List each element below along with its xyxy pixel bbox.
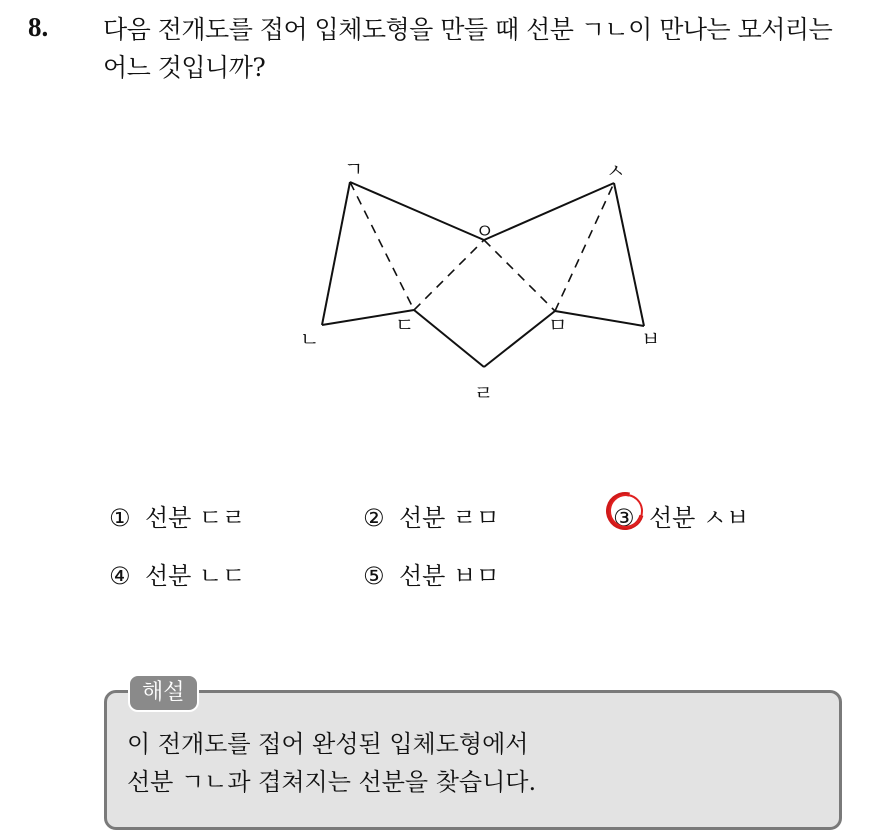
explanation-line-1: 이 전개도를 접어 완성된 입체도형에서	[127, 730, 529, 758]
fold-m-s	[555, 183, 614, 311]
fold-d-o	[414, 240, 484, 310]
edge-r-m	[484, 311, 555, 367]
choice-3-number: ③	[613, 504, 635, 532]
choice-2[interactable]	[363, 498, 499, 533]
edge-g-o	[350, 182, 484, 240]
choice-5[interactable]	[363, 556, 499, 591]
choice-4-number: ④	[109, 562, 131, 590]
choice-1[interactable]	[109, 498, 245, 533]
label-m: ㅁ	[548, 313, 568, 337]
edge-d-r	[414, 310, 484, 367]
edge-o-s	[484, 183, 614, 240]
label-g: ㄱ	[344, 157, 364, 181]
label-b: ㅂ	[641, 327, 661, 351]
answer-circle-inner	[609, 494, 643, 528]
edge-g-n	[322, 182, 350, 325]
choice-2-text: 선분 ㄹㅁ	[399, 504, 500, 532]
explanation-text	[127, 725, 536, 801]
question-line-2: 어느 것입니까?	[103, 53, 266, 82]
explanation-tag: 해설	[128, 674, 199, 712]
choice-1-number: ①	[109, 504, 131, 532]
question-number: 8.	[28, 12, 49, 42]
choice-1-text: 선분 ㄷㄹ	[145, 504, 246, 532]
fold-o-m	[484, 240, 555, 311]
choice-4-text: 선분 ㄴㄷ	[145, 562, 246, 590]
label-d: ㄷ	[395, 313, 415, 337]
choice-5-number: ⑤	[363, 562, 385, 590]
choice-2-number: ②	[363, 504, 385, 532]
choice-5-text: 선분 ㅂㅁ	[399, 562, 500, 590]
question-line-1: 다음 전개도를 접어 입체도형을 만들 때 선분 ㄱㄴ이 만나는 모서리는	[103, 15, 833, 44]
choice-3-text: 선분 ㅅㅂ	[649, 504, 750, 532]
label-n: ㄴ	[300, 327, 320, 351]
label-r: ㄹ	[474, 381, 494, 405]
edge-s-b	[614, 183, 644, 326]
label-o: ㅇ	[475, 219, 495, 243]
edge-b-m	[555, 311, 644, 326]
label-s: ㅅ	[606, 159, 626, 183]
explanation-line-2: 선분 ㄱㄴ과 겹쳐지는 선분을 찾습니다.	[127, 768, 537, 796]
fold-g-d	[350, 182, 414, 310]
choice-4[interactable]	[109, 556, 245, 591]
